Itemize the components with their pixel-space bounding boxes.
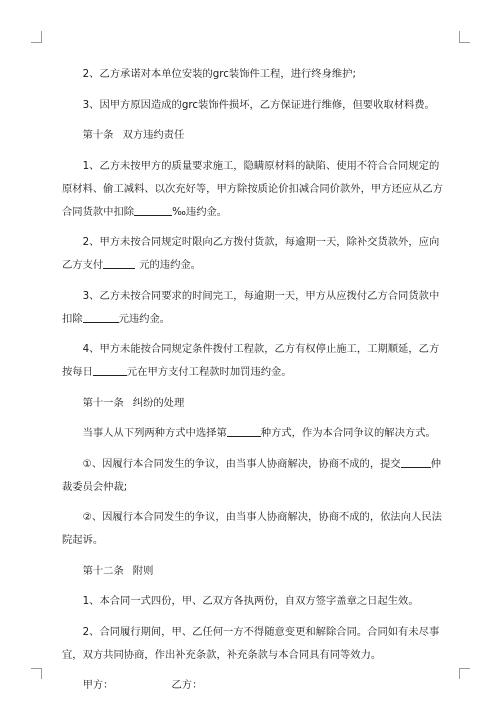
crop-mark-top-left-v <box>41 31 42 42</box>
party-b-label: 乙方： <box>171 679 203 691</box>
clause-10-1-text-b: ‰违约金。 <box>172 205 228 218</box>
signature-line <box>62 674 442 697</box>
dispute-choice <box>62 422 442 445</box>
dispute-option-2-line-2: 院起诉。 <box>62 534 104 546</box>
article-12-heading <box>62 560 442 583</box>
crop-mark-bottom-right-h <box>459 668 470 669</box>
dispute-option-1-text-a: ①、因履行本合同发生的争议，由当事人协商解决，协商不成的，提交 <box>82 457 401 470</box>
crop-mark-bottom-right-v <box>459 668 460 679</box>
clause-12-1 <box>62 590 442 613</box>
dispute-option-1-line-1 <box>62 453 442 476</box>
clause-10-1 <box>62 155 442 224</box>
paragraph-repair <box>62 94 442 117</box>
fill-blank-penalty-permille[interactable] <box>134 204 172 216</box>
article-11-title: 纠纷的处理 <box>132 396 185 409</box>
clause-10-3-text-b: 元违约金。 <box>118 312 171 325</box>
clause-12-2 <box>62 621 442 667</box>
clause-10-4 <box>62 338 442 384</box>
fill-blank-dispute-method[interactable] <box>227 425 261 437</box>
article-10-number: 第十条 <box>82 129 114 141</box>
party-a-label: 甲方： <box>82 679 114 691</box>
article-11-number: 第十一条 <box>82 396 124 409</box>
fill-blank-arbitration-commission[interactable] <box>401 456 431 468</box>
clause-10-3-line-2 <box>62 308 442 331</box>
clause-10-3-line-1: 3、乙方未按合同要求的时间完工，每逾期一天，甲方从应拨付乙方合同货款中 <box>82 289 440 302</box>
clause-12-2-line-2: 宜，双方共同协商，作出补充条款，补充条款与本合同具有同等效力。 <box>62 648 382 661</box>
text-repair: 3、因甲方原因造成的grc装饰件损坏，乙方保证进行维修，但要收取材料费。 <box>82 98 435 111</box>
clause-10-1-line-1: 1、乙方未按甲方的质量要求施工，隐瞒原材料的缺陷、使用不符合合同规定的 <box>82 159 440 172</box>
clause-10-2-text-a: 乙方支付 <box>62 259 104 271</box>
fill-blank-delay-deduction[interactable] <box>83 311 119 323</box>
article-12-number: 第十二条 <box>82 564 124 577</box>
fill-blank-daily-penalty-b[interactable] <box>93 364 127 376</box>
crop-mark-bottom-left-v <box>41 668 42 679</box>
clause-10-4-line-1: 4、甲方未能按合同规定条件拨付工程款，乙方有权停止施工，工期顺延，乙方 <box>82 343 440 355</box>
clause-12-1-text: 1、本合同一式四份，甲、乙双方各执两份，自双方签字盖章之日起生效。 <box>82 595 419 607</box>
dispute-option-2-line-1: ②、因履行本合同发生的争议，由当事人协商解决，协商不成的，依法向人民法 <box>82 511 442 523</box>
dispute-option-1-text-b: 仲 <box>430 457 442 470</box>
clause-10-4-text-b: 元在甲方支付工程款时加罚违约金。 <box>126 366 292 378</box>
clause-10-4-text-a: 按每日 <box>62 366 93 378</box>
article-11-heading <box>62 392 442 415</box>
dispute-option-arbitration <box>62 453 442 499</box>
clause-10-1-line-3 <box>62 201 442 224</box>
clause-10-2-line-2 <box>62 254 442 277</box>
clause-10-2-text-b: 元的违约金。 <box>139 259 201 271</box>
fill-blank-daily-penalty-a[interactable] <box>103 257 135 269</box>
article-10-heading <box>62 124 442 147</box>
text-maintenance: 2、乙方承诺对本单位安装的grc装饰件工程，进行终身维护; <box>82 68 356 80</box>
document-body <box>62 63 442 697</box>
dispute-choice-text-a: 当事人从下列两种方式中选择第 <box>82 427 227 439</box>
article-10-title: 双方违约责任 <box>122 129 185 141</box>
dispute-choice-text-b: 种方式，作为本合同争议的解决方式。 <box>260 427 436 439</box>
crop-mark-top-right-v <box>459 31 460 42</box>
clause-10-1-text-a: 合同货款中扣除 <box>62 205 135 218</box>
clause-10-2 <box>62 231 442 277</box>
clause-10-3 <box>62 285 442 331</box>
dispute-option-1-line-2: 裁委员会仲裁; <box>62 480 128 493</box>
clause-10-4-line-2 <box>62 361 442 384</box>
clause-10-1-line-2: 原材料、偷工减料、以次充好等，甲方除按质论价扣减合同价款外，甲方还应从乙方 <box>62 182 443 195</box>
paragraph-maintenance <box>62 63 442 86</box>
crop-mark-top-right-h <box>459 42 470 43</box>
clause-10-2-line-1: 2、甲方未按合同规定时限向乙方拨付货款，每逾期一天，除补交货款外，应向 <box>82 236 440 248</box>
clause-12-2-line-1: 2、合同履行期间，甲、乙任何一方不得随意变更和解除合同。合同如有未尽事 <box>82 625 440 638</box>
article-12-title: 附则 <box>132 564 154 577</box>
clause-10-3-text-a: 扣除 <box>62 312 83 325</box>
crop-mark-top-left-h <box>31 42 42 43</box>
dispute-option-court <box>62 506 442 552</box>
